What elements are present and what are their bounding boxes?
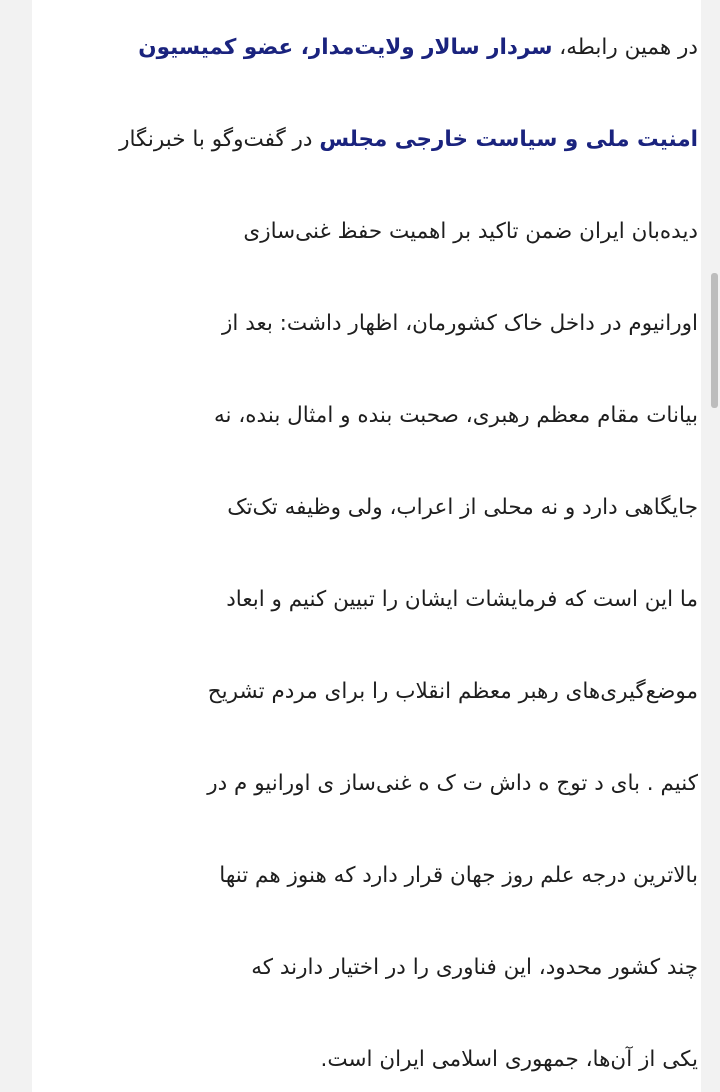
mp-link[interactable]: سردار سالار ولایت‌مدار، عضو کمیسیون — [138, 35, 553, 60]
scrollbar-thumb[interactable] — [711, 273, 718, 408]
article-line — [92, 2, 698, 94]
article-line — [92, 94, 698, 186]
article-line: بالاترین درجه علم روز جهان قرار دارد که هنوز هم تنها — [219, 863, 698, 888]
article-line: ما این است که فرمایشات ایشان را تبیین کنیم و ابعاد — [226, 587, 698, 612]
article-line: جایگاهی دارد و نه محلی از اعراب، ولی وظیفه تک‌تک — [227, 495, 698, 520]
committee-link[interactable]: امنیت ملی و سیاست خارجی مجلس — [319, 127, 698, 152]
article-line: دیده‌بان ایران ضمن تاکید بر اهمیت حفظ غنی‌سازی — [243, 219, 698, 244]
article-line: کنیم . بای د توج ه داش ت ک ه غنی‌ساز ی اورانیو م در — [207, 771, 698, 796]
article-line: اورانیوم در داخل خاک کشورمان، اظهار داشت: بعد از — [222, 311, 698, 336]
article-line: موضع‌گیری‌های رهبر معظم انقلاب را برای مردم تشریح — [207, 679, 698, 704]
article-card — [32, 0, 701, 1092]
article-line: بیانات مقام معظم رهبری، صحبت بنده و امثال بنده، نه — [214, 403, 698, 428]
article-line: یکی از آن‌ها، جمهوری اسلامی ایران است. — [320, 1047, 698, 1072]
text-segment: در همین رابطه، — [552, 35, 698, 60]
text-segment: در گفت‌وگو با خبرنگار — [119, 127, 320, 152]
article-line: چند کشور محدود، این فناوری را در اختیار دارند که — [251, 955, 698, 980]
article-paragraph — [92, 0, 698, 1092]
